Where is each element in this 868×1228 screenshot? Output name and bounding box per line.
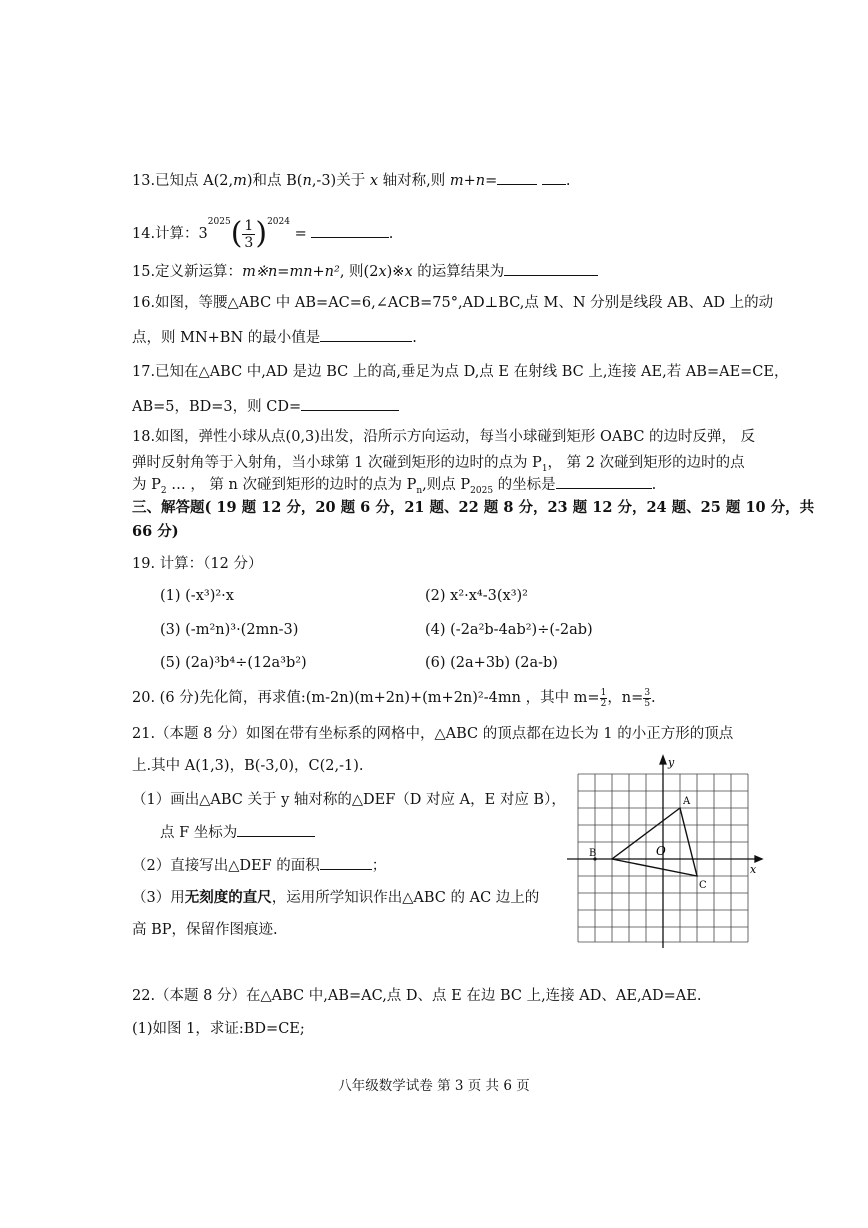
question-18-line1: 18.如图，弹性小球从点(0,3)出发，沿所示方向运动，每当小球碰到矩形 OABC 的边时反弹， 反 [132,429,756,445]
label-O: O [656,844,666,858]
q21-sub-1: （1）画出△ABC 关于 y 轴对称的△DEF（D 对应 A，E 对应 B）， [132,792,566,808]
q21-sub-3: （3）用无刻度的直尺，运用所学知识作出△ABC 的 AC 边上的 [132,889,540,906]
q21-sub-3b: 高 BP，保留作图痕迹. [132,922,278,938]
label-C: C [699,880,707,891]
question-22-line1: 22.（本题 8 分）在△ABC 中,AB=AC,点 D、点 E 在边 BC 上,连接 AD、AE,AD=AE. [132,988,702,1004]
label-y: y [668,756,675,769]
q19-part-3: (3) (-m²n)³·(2mn-3) [160,622,299,638]
label-x: x [750,863,757,876]
section-3-header: 三、解答题( 19 题 12 分，20 题 6 分，21 题、22 题 8 分，23 题 12 分，24 题、25 题 10 分，共 [132,499,815,516]
label-A: A [683,796,691,807]
answer-blank [311,223,389,238]
question-21-line1: 21.（本题 8 分）如图在带有坐标系的网格中，△ABC 的顶点都在边长为 1 的小正方形的顶点 [132,726,734,742]
question-19-title: 19. 计算：（12 分） [132,556,263,572]
answer-blank [542,170,566,185]
question-22-line2: (1)如图 1，求证:BD=CE; [132,1021,305,1037]
answer-blank [497,170,537,185]
question-21-line2: 上.其中 A(1,3)，B(-3,0)，C(2,-1). [132,758,364,774]
q19-part-4: (4) (-2a²b-4ab²)÷(-2ab) [425,622,593,638]
answer-blank [320,327,412,342]
q19-part-5: (5) (2a)³b⁴÷(12a³b²) [160,655,307,671]
question-18-line2: 弹时反射角等于入射角，当小球第 1 次碰到矩形的边时的点为 $P_1$， 第 2 次碰到矩形的边时的点 [132,455,745,474]
q19-part-1: (1) (-x³)²·x [160,588,234,604]
answer-blank [237,822,315,837]
question-16-line1: 16.如图，等腰△ABC 中 AB=AC=6,∠ACB=75°,AD⊥BC,点 M、N 分别是线段 AB、AD 上的动 [132,295,774,311]
coordinate-grid-figure [565,752,765,952]
answer-blank [320,855,372,870]
question-17-line1: 17.已知在△ABC 中,AD 是边 BC 上的高,垂足为点 D,点 E 在射线 BC 上,连接 AE,若 AB=AE=CE， [132,364,789,380]
question-17-line2: AB=5，BD=3，则 CD= [132,396,399,417]
answer-blank [504,261,598,276]
answer-blank [301,396,399,411]
question-18-line3: 为 $P_2$ … ， 第 n 次碰到矩形的边时的点为 $P_n$,则点 $P_{2025}$ 的坐标是 . [132,474,656,501]
q21-sub-2: （2）直接写出△DEF 的面积 ； [132,855,386,876]
q21-sub-1b: 点 F 坐标为 [160,822,315,843]
answer-blank [556,474,652,489]
question-16-line2: 点，则 MN+BN 的最小值是 . [132,327,417,348]
q19-part-6: (6) (2a+3b) (2a-b) [425,655,558,671]
question-14: 14.计算：$3^{2025}$( $\frac{1}{3}$ )$^{2024}$ = . [132,216,394,251]
label-B: B [589,848,597,859]
section-3-header-line2: 66 分) [132,523,179,540]
page-footer: 八年级数学试卷 第 3 页 共 6 页 [338,1078,530,1094]
q19-part-2: (2) x²·x⁴-3(x³)² [425,588,528,604]
question-20: 20. (6 分)先化简，再求值:(m-2n)(m+2n)+(m+2n)²-4mn ，其中 m= $\frac{1}{2}$ ，n= $\frac{3}{5}$ . [132,687,656,709]
question-13: 13.已知点 A(2,m)和点 B(n,-3)关于 x 轴对称,则 m+n= . [132,170,570,191]
question-15: 15.定义新运算：m※n=mn+n², 则(2x)※x 的运算结果为 [132,261,598,282]
